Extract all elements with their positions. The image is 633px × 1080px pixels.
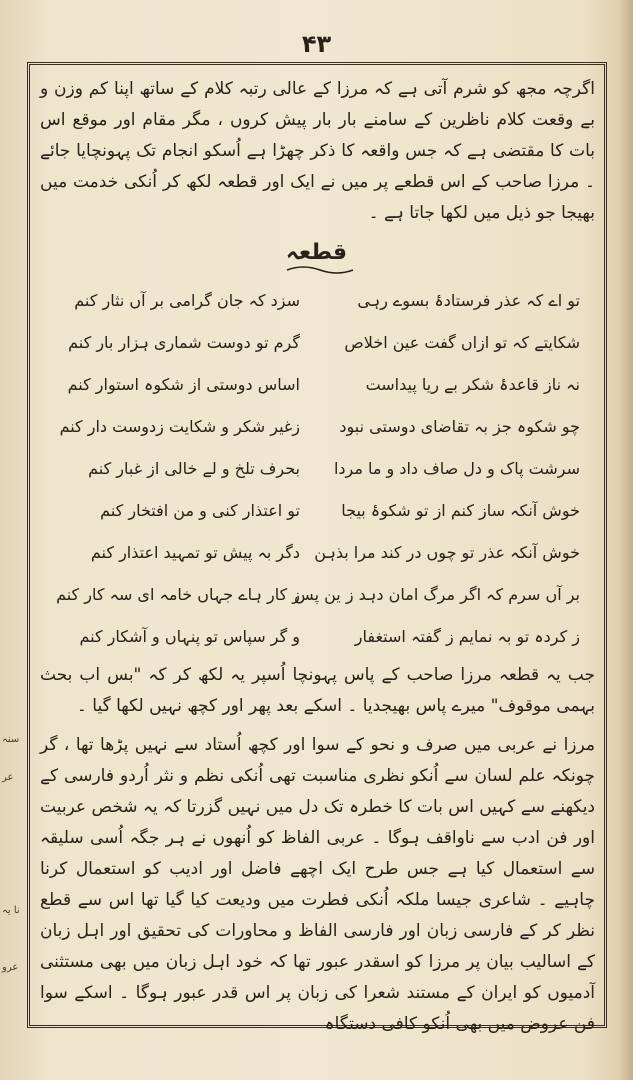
hemistich-second: بحرف تلخ و لے خالی از غبار کنم xyxy=(88,459,300,478)
couplet-row xyxy=(60,448,580,490)
hemistich-second: و گر سپاس تو پنہاں و آشکار کنم xyxy=(79,627,300,646)
hemistich-second: ز کار ہاے جہاں خامہ ای سہ کار کنم xyxy=(56,585,300,604)
couplet-row xyxy=(60,532,580,574)
intro-paragraph xyxy=(40,74,595,244)
hemistich-second: گرم تو دوست شماری ہزار بار کنم xyxy=(68,333,300,352)
page-number: ۴۳ xyxy=(301,30,332,58)
hemistich-first: ز کردہ تو بہ نمایم ز گفتہ استغفار xyxy=(354,627,580,646)
hemistich-first: شکایتے کہ تو ازاں گفت عین اخلاص xyxy=(344,333,580,352)
hemistich-second: دگر بہ پیش تو تمہید اعتذار کنم xyxy=(90,543,300,562)
couplet-row xyxy=(60,280,580,322)
margin-note: سنہ xyxy=(2,734,20,745)
page-edge-shadow xyxy=(619,0,633,1080)
couplet-row xyxy=(60,406,580,448)
couplet-row xyxy=(56,574,580,616)
margin-note: نا یہ xyxy=(2,905,20,916)
hemistich-first: سرشت پاک و دل صاف داد و ما مردا xyxy=(333,459,580,478)
margin-notes xyxy=(0,700,22,1030)
verse-block xyxy=(56,280,580,658)
margin-note: عر xyxy=(2,772,14,783)
intro-paragraph-text: اگرچہ مجھ کو شرم آتی ہے کہ مرزا کے عالی رتبہ کلام کے ساتھ اپنا کم وزن و بے وقعت کلام ناظرین کے سامنے بار بار پیش کروں ، مگر مقام اور موقع اس بات کا مقتضی ہے کہ جس واقعہ کا ذکر چھڑا ہے اُسکو انجام تک پہونچایا جائے ۔ مرزا صاحب کے اس قطعے پر میں نے ایک اور قطعہ لکھ کر اُنکی خدمت میں بھیجا جو ذیل میں لکھا جاتا ہے ۔ xyxy=(40,79,595,223)
couplet-row xyxy=(60,616,580,658)
hemistich-first: تو اے کہ عذر فرستادۂ بسوے رہی xyxy=(357,291,580,310)
response-paragraph-text: جب یہ قطعہ مرزا صاحب کے پاس پہونچا اُسپر یہ لکھ کر کہ "بس اب بحث بہمی موقوف" میرے پاس بھیجدیا ۔ اسکے بعد پھر اور کچھ نہیں لکھا گیا ۔ xyxy=(40,665,595,716)
heading-flourish-ornament xyxy=(285,262,355,276)
hemistich-first: نہ ناز قاعدۂ شکر بے ریا پیداست xyxy=(365,375,580,394)
qita-heading: قطعہ xyxy=(285,240,348,265)
hemistich-second: زغیر شکر و شکایت زدوست دار کنم xyxy=(59,417,300,436)
hemistich-first: بر آں سرم کہ اگر مرگ امان دہد ز ین پس xyxy=(294,585,580,604)
arabic-knowledge-paragraph xyxy=(40,730,595,1034)
hemistich-second: سزد کہ جان گرامی بر آں نثار کنم xyxy=(74,291,300,310)
response-paragraph xyxy=(40,660,595,724)
arabic-knowledge-paragraph-text: مرزا نے عربی میں صرف و نحو کے سوا اور کچھ اُستاد سے نہیں پڑھا تھا ، گر چونکہ علم لسان سے اُنکو نظری مناسبت تھی اُنکی نظم و نثر اُردو فارسی کے دیکھنے سے کہیں اس بات کا خطرہ تک دل میں نہیں گزرتا کہ یہ شخص عربیت اور فن ادب سے ناواقف ہوگا ۔ عربی الفاظ کو اُنھوں نے ہر جگہ اُسی سلیقہ سے استعمال کیا ہے جس طرح ایک اچھے فاضل اور ادیب کو استعمال کرنا چاہیے ۔ شاعری جیسا ملکہ اُنکی فطرت میں ودیعت کیا گیا تھا اس سے قطع نظر کر کے فارسی زبان اور فارسی الفاظ و محاورات کی تحقیق اور اہل زبان کے اسالیب بیان پر مرزا کو اسقدر عبور تھا کہ خود اہل زبان میں بھی مستثنی آدمیوں کو ایران کے مستند شعرا کی زبان پر اس قدر عبور ہوگا ۔ اسکے سوا فن عروض میں بھی اُنکو کافی دستگاہ xyxy=(40,735,595,1034)
hemistich-first: چو شکوہ جز بہ تقاضای دوستی نبود xyxy=(339,417,580,436)
couplet-row xyxy=(60,322,580,364)
hemistich-first: خوش آنکہ عذر تو چوں در کند مرا بذہن xyxy=(314,543,580,562)
couplet-row xyxy=(60,364,580,406)
couplet-row xyxy=(60,490,580,532)
hemistich-second: تو اعتذار کنی و من افتخار کنم xyxy=(100,501,300,520)
hemistich-first: خوش آنکہ ساز کنم از تو شکوۂ بیجا xyxy=(341,501,580,520)
margin-note: عرو xyxy=(2,962,19,973)
hemistich-second: اساس دوستی از شکوہ استوار کنم xyxy=(67,375,300,394)
